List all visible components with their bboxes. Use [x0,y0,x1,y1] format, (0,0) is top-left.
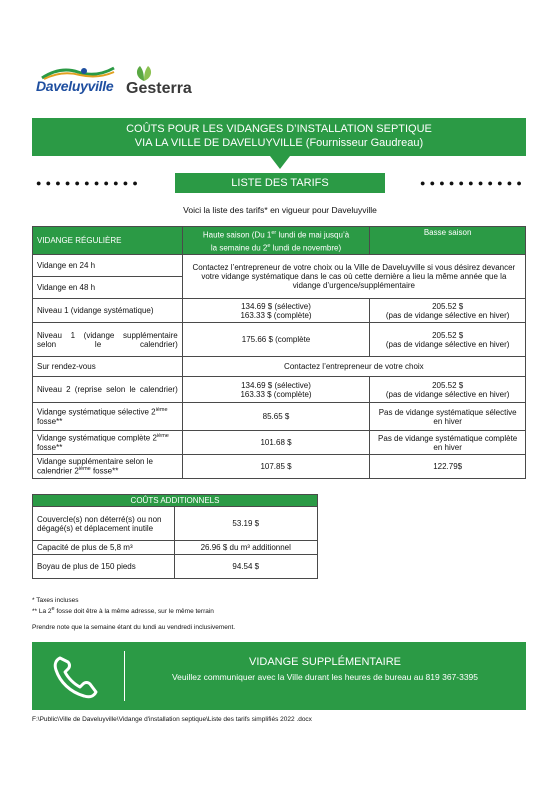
row-value: Contactez l’entrepreneur de votre choix ou la Ville de Daveluyville si vous désirez devancer votre vidange systématique dans le cas où cette dernière a lieu la même année que la vidange d’urgence/supplémentaire [182,255,525,299]
row-label: Niveau 1 (vidange supplémentaire selon le calendrier) [33,323,183,357]
row-value-low: 205.52 $ (pas de vidange sélective en hiver) [370,377,526,403]
page-title-banner [32,118,526,156]
intro-text: Voici la liste des tarifs* en vigueur pour Daveluyville [183,205,377,215]
row-value-high: 134.69 $ (sélective) 163.33 $ (complète) [182,299,370,323]
contact-text: Veuillez communiquer avec la Ville durant les heures de bureau au 819 367-3395 [171,672,479,682]
table-row [33,299,526,323]
phone-icon [50,654,104,700]
table-row [33,357,526,377]
row-value-low: 205.52 $ (pas de vidange sélective en hiver) [370,299,526,323]
additional-costs-title: COÛTS ADDITIONNELS [33,495,318,507]
down-arrow-icon [270,156,290,169]
row-value-low: Pas de vidange systématique sélective en hiver [370,403,526,431]
row-value-high: 85.65 $ [182,403,370,431]
row-label: Vidange en 24 h [33,255,183,277]
row-value-low: 122.79$ [370,455,526,479]
table-header-row [33,227,526,255]
row-label: Vidange systématique complète 2ième fosse** [33,431,183,455]
row-value-low: 205.52 $ (pas de vidange sélective en hiver) [370,323,526,357]
contact-title: VIDANGE SUPPLÉMENTAIRE [249,656,401,668]
row-label: Sur rendez-vous [33,357,183,377]
col-header-regular: VIDANGE RÉGULIÈRE [33,227,183,255]
daveluyville-logo [36,64,118,98]
row-label: Vidange supplémentaire selon le calendrier 2ième fosse** [33,455,183,479]
row-label: Niveau 2 (reprise selon le calendrier) [33,377,183,403]
row-value-low: Pas de vidange systématique complète en hiver [370,431,526,455]
week-note: Prendre note que la semaine étant du lundi au vendredi inclusivement. [32,624,236,631]
table-row [33,541,318,555]
row-value-high: 175.66 $ (complète [182,323,370,357]
row-value: 26.96 $ du m³ additionnel [174,541,317,555]
additional-costs-table [32,494,318,579]
row-value-high: 101.68 $ [182,431,370,455]
row-label: Vidange en 48 h [33,277,183,299]
table-row [33,403,526,431]
file-path: F:\Public\Ville de Daveluyville\Vidange d'installation septique\Liste des tarifs simplifiés 2022 .docx [32,716,312,723]
table-row [33,431,526,455]
row-label: Vidange systématique sélective 2ième fosse** [33,403,183,431]
row-value-high: 134.69 $ (sélective) 163.33 $ (complète) [182,377,370,403]
daveluyville-wordmark: Daveluyville [36,78,114,94]
col-header-low-season: Basse saison [370,227,526,255]
row-value: Contactez l’entrepreneur de votre choix [182,357,525,377]
row-label: Boyau de plus de 150 pieds [33,555,175,579]
row-label: Couvercle(s) non déterré(s) ou non dégagé(s) et déplacement inutile [33,507,175,541]
footnote-taxes: * Taxes incluses [32,597,79,604]
dots-decoration-right: ●●●●●●●●●●● [420,178,526,188]
table-row [33,323,526,357]
table-row [33,507,318,541]
page-title-line2: VIA LA VILLE DE DAVELUYVILLE (Fournisseur Gaudreau) [134,137,424,149]
col-header-high-season: Haute saison (Du 1er lundi de mai jusqu’à la semaine du 2e lundi de novembre) [182,227,370,255]
row-label: Capacité de plus de 5,8 m³ [33,541,175,555]
page-title-line1: COÛTS POUR LES VIDANGES D’INSTALLATION SEPTIQUE [126,123,432,135]
gesterra-wordmark: Gesterra [126,80,192,97]
table-row [33,555,318,579]
tariffs-table [32,226,526,479]
table-row [33,455,526,479]
dots-decoration-left: ●●●●●●●●●●● [36,178,142,188]
gesterra-logo [126,64,216,100]
logos [36,64,216,104]
additional-header-row [33,495,318,507]
row-label: Niveau 1 (vidange systématique) [33,299,183,323]
row-value: 94.54 $ [174,555,317,579]
row-value-high: 107.85 $ [182,455,370,479]
table-row [33,255,526,277]
section-title: LISTE DES TARIFS [175,173,385,193]
table-row [33,377,526,403]
row-value: 53.19 $ [174,507,317,541]
footnote-second-tank: ** La 2e fosse doit être à la même adresse, sur le même terrain [32,606,214,616]
contact-banner [32,642,526,710]
footnotes [32,596,214,616]
